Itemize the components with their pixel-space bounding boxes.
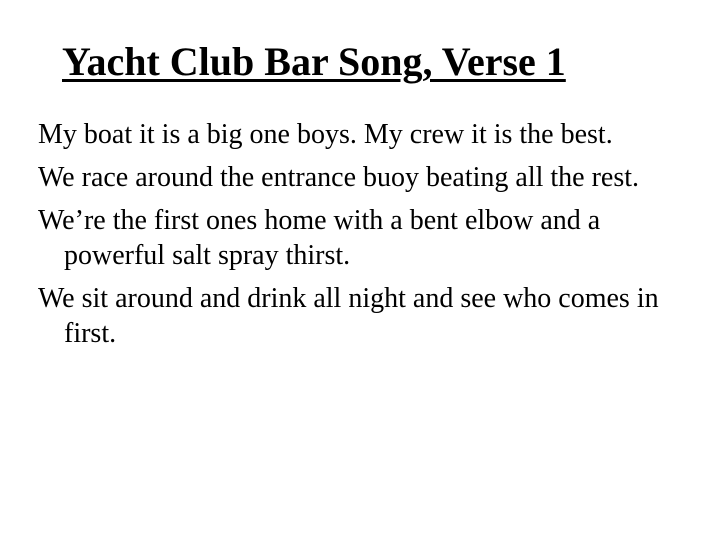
slide-title: Yacht Club Bar Song, Verse 1	[62, 39, 566, 84]
verse-line: My boat it is a big one boys. My crew it is the best.	[38, 119, 613, 150]
verse-line: We’re the first ones home with a bent elbow and a powerful salt spray thirst.	[38, 205, 601, 271]
verse-line: We sit around and drink all night and see who comes in first.	[38, 283, 659, 349]
verse-lines	[38, 117, 698, 359]
verse-line: We race around the entrance buoy beating all the rest.	[38, 162, 640, 193]
